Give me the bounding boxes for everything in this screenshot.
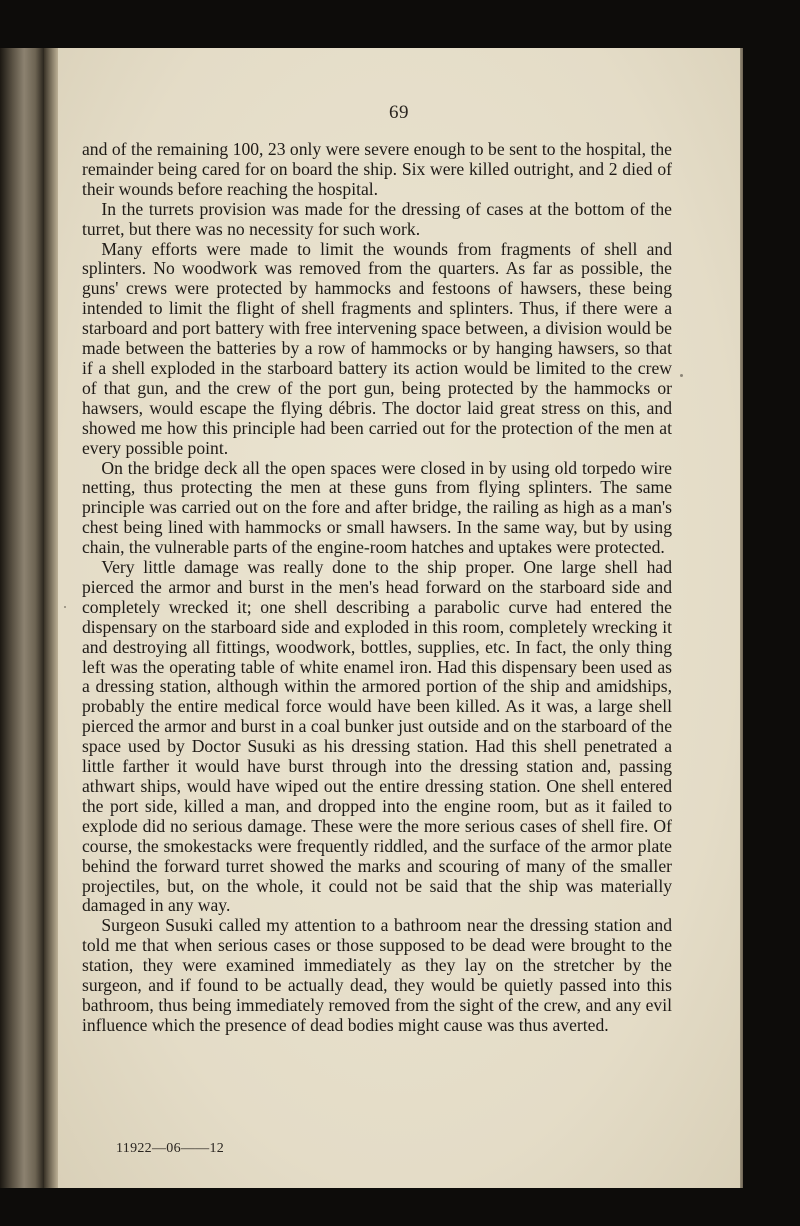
paper-speck bbox=[680, 374, 683, 377]
printer-signature-mark: 11922—06——12 bbox=[116, 1141, 225, 1156]
paragraph-2: In the turrets provision was made for the dressing of cases at the bottom of the turret, but there was no necessity for such work. bbox=[82, 198, 672, 239]
paragraph-1: and of the remaining 100, 23 only were severe enough to be sent to the hospital, the remainder being cared for on board the ship. Six were killed outright, and 2 died of their wounds before reaching the hospital. bbox=[82, 139, 672, 199]
page-gutter bbox=[44, 48, 58, 1188]
book-binding-edge bbox=[0, 48, 44, 1188]
paper-speck bbox=[64, 606, 66, 608]
page-paper bbox=[58, 48, 740, 1188]
paragraph-3: Many efforts were made to limit the wounds from fragments of shell and splinters. No woodwork was removed from the quarters. As far as possible, the guns' crews were protected by hammocks and festoons of hawsers, these being intended to limit the flight of shell fragments and splinters. Thus, if there were a starboard and port battery with free intervening space between, a division would be made between the batteries by a row of hammocks or by hanging hawsers, so that if a shell exploded in the starboard battery its action would be limited to the crew of that gun, and the crew of the port gun, being protected by the hammocks or hawsers, would escape the flying débris. The doctor laid great stress on this, and showed me how this principle had been carried out for the protection of the men at every possible point. bbox=[82, 238, 672, 458]
paragraph-5: Very little damage was really done to the ship proper. One large shell had pierced the armor and burst in the men's head forward on the starboard side and completely wrecked it; one shell describing a parabolic curve had entered the dispensary on the starboard side and exploded in this room, completely wrecking it and destroying all fittings, woodwork, bottles, supplies, etc. In fact, the only thing left was the operating table of white enamel iron. Had this dispensary been used as a dressing station, although within the armored portion of the ship and amidships, probably the entire medical force would have been killed. As it was, a large shell pierced the armor and burst in a coal bunker just outside and on the starboard of the space used by Doctor Susuki as his dressing station. Had this shell penetrated a little farther it would have burst through into the dressing station and, passing athwart ships, would have wiped out the entire dressing station. One shell entered the port side, killed a man, and dropped into the engine room, but as it failed to explode did no serious damage. These were the more serious cases of shell fire. Of course, the smokestacks were frequently riddled, and the surface of the armor plate behind the forward turret showed the marks and scouring of many of the smaller projectiles, but, on the whole, it could not be said that the ship was materially damaged in any way. bbox=[82, 557, 672, 916]
paragraph-6: Surgeon Susuki called my attention to a bathroom near the dressing station and told me that when serious cases or those supposed to be dead were brought to the station, they were examined immediately as they lay on the stretcher by the surgeon, and if found to be actually dead, they would be quietly passed into this bathroom, thus being immediately removed from the sight of the crew, and any evil influence which the presence of dead bodies might cause was thus averted. bbox=[82, 915, 672, 1035]
body-text bbox=[82, 140, 672, 1036]
paragraph-4: On the bridge deck all the open spaces were closed in by using old torpedo wire netting, thus protecting the men at these guns from flying splinters. The same principle was carried out on the fore and after bridge, the railing as high as a man's chest being lined with hammocks or small hawsers. In the same way, but by using chain, the vulnerable parts of the engine-room hatches and uptakes were protected. bbox=[82, 457, 672, 558]
page-number: 69 bbox=[389, 102, 409, 123]
